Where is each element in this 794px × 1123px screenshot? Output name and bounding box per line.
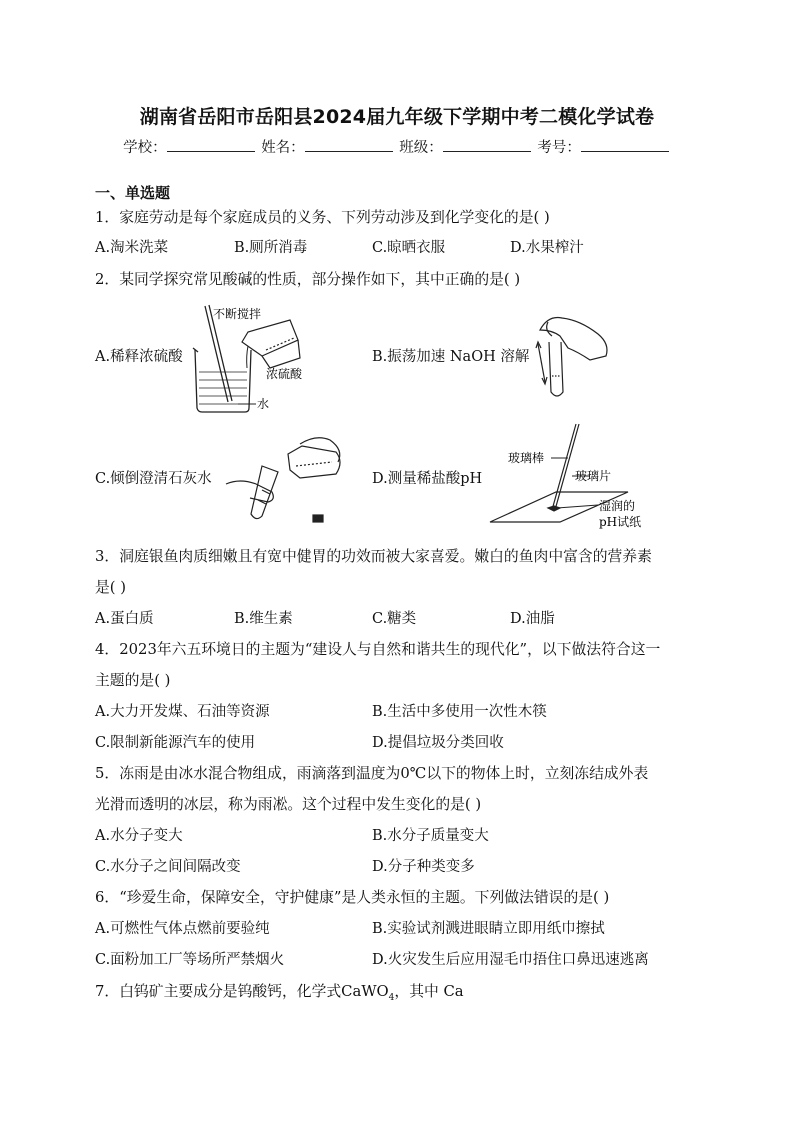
q1-option-a[interactable]: A.淘米洗菜 [95, 240, 169, 256]
q3-option-a[interactable]: A.蛋白质 [95, 611, 154, 627]
fig-a-acid-label: 浓硫酸 [266, 367, 303, 381]
q3-option-c[interactable]: C.糖类 [372, 611, 417, 627]
q3-option-b[interactable]: B.维生素 [234, 611, 293, 627]
q2-stem: 2．某同学探究常见酸碱的性质，部分操作如下，其中正确的是( ) [95, 271, 521, 288]
q3-stem-line1: 3．洞庭银鱼肉质细嫩且有宽中健胃的功效而被大家喜爱。嫩白的鱼肉中富含的营养素 [95, 548, 652, 565]
section-heading: 一、单选题 [95, 184, 171, 202]
q4-option-d[interactable]: D.提倡垃圾分类回收 [372, 735, 504, 751]
fig-a-stir-label: 不断搅拌 [213, 307, 262, 321]
name-label: 姓名： [261, 140, 305, 156]
school-label: 学校： [123, 140, 167, 156]
q7-stem-post: ，其中 Ca [394, 983, 464, 1000]
q6-option-a[interactable]: A.可燃性气体点燃前要验纯 [95, 921, 270, 937]
q1-option-d[interactable]: D.水果榨汁 [510, 240, 584, 256]
q1-option-b[interactable]: B.厕所消毒 [234, 240, 308, 256]
q6-stem: 6．“珍爱生命，保障安全，守护健康”是人类永恒的主题。下列做法错误的是( ) [95, 889, 610, 906]
q4-option-c[interactable]: C.限制新能源汽车的使用 [95, 735, 256, 751]
q2-option-a[interactable]: A.稀释浓硫酸 [95, 349, 183, 365]
q5-stem-line1: 5．冻雨是由冰水混合物组成，雨滴落到温度为0℃以下的物体上时，立刻冻结成外表 [95, 765, 649, 782]
q1-option-c[interactable]: C.晾晒衣服 [372, 240, 446, 256]
q5-option-b[interactable]: B.水分子质量变大 [372, 828, 489, 844]
q6-option-c[interactable]: C.面粉加工厂等场所严禁烟火 [95, 952, 285, 968]
glass-rod-d-icon [552, 424, 576, 510]
exam-no-label: 考号： [537, 140, 581, 156]
q3-stem-line2: 是( ) [95, 579, 127, 596]
q7-stem [95, 980, 464, 1003]
q7-stem-pre: 7．白钨矿主要成分是钨酸钙，化学式 [95, 983, 342, 1000]
q3-option-d[interactable]: D.油脂 [510, 611, 555, 627]
fig-d-paper-label-2: pH试纸 [599, 515, 642, 529]
q2-option-d[interactable]: D.测量稀盐酸pH [372, 471, 483, 487]
q4-stem-line1: 4．2023年六五环境日的主题为“建设人与自然和谐共生的现代化”，以下做法符合这一 [95, 641, 661, 658]
fig-d-paper-label-1: 湿润的 [599, 499, 636, 513]
q7-formula-subscript: 4 [388, 992, 395, 1003]
fig-d-rod-label: 玻璃棒 [508, 451, 545, 465]
q5-option-a[interactable]: A.水分子变大 [95, 828, 183, 844]
fig-d-glass-label: 玻璃片 [575, 469, 612, 483]
q5-option-c[interactable]: C.水分子之间间隔改变 [95, 859, 241, 875]
q4-stem-line2: 主题的是( ) [95, 672, 171, 689]
q7-formula: CaWO [341, 983, 389, 1000]
q6-option-d[interactable]: D.火灾发生后应用湿毛巾捂住口鼻迅速逃离 [372, 952, 649, 968]
q6-option-b[interactable]: B.实验试剂溅进眼睛立即用纸巾擦拭 [372, 921, 605, 937]
fig-a-water-label: 水 [257, 397, 270, 411]
q4-option-a[interactable]: A.大力开发煤、石油等资源 [95, 704, 270, 720]
class-label: 班级： [399, 140, 443, 156]
q2-option-c[interactable]: C.倾倒澄清石灰水 [95, 471, 212, 487]
q5-stem-line2: 光滑而透明的冰层，称为雨凇。这个过程中发生变化的是( ) [95, 796, 482, 813]
q5-option-d[interactable]: D.分子种类变多 [372, 859, 475, 875]
q1-stem: 1．家庭劳动是每个家庭成员的义务、下列劳动涉及到化学变化的是( ) [95, 209, 550, 226]
page-title: 湖南省岳阳市岳阳县2024届九年级下学期中考二模化学试卷 [139, 106, 655, 128]
q2-option-b[interactable]: B.振荡加速 NaOH 溶解 [372, 349, 530, 365]
q4-option-b[interactable]: B.生活中多使用一次性木筷 [372, 704, 547, 720]
